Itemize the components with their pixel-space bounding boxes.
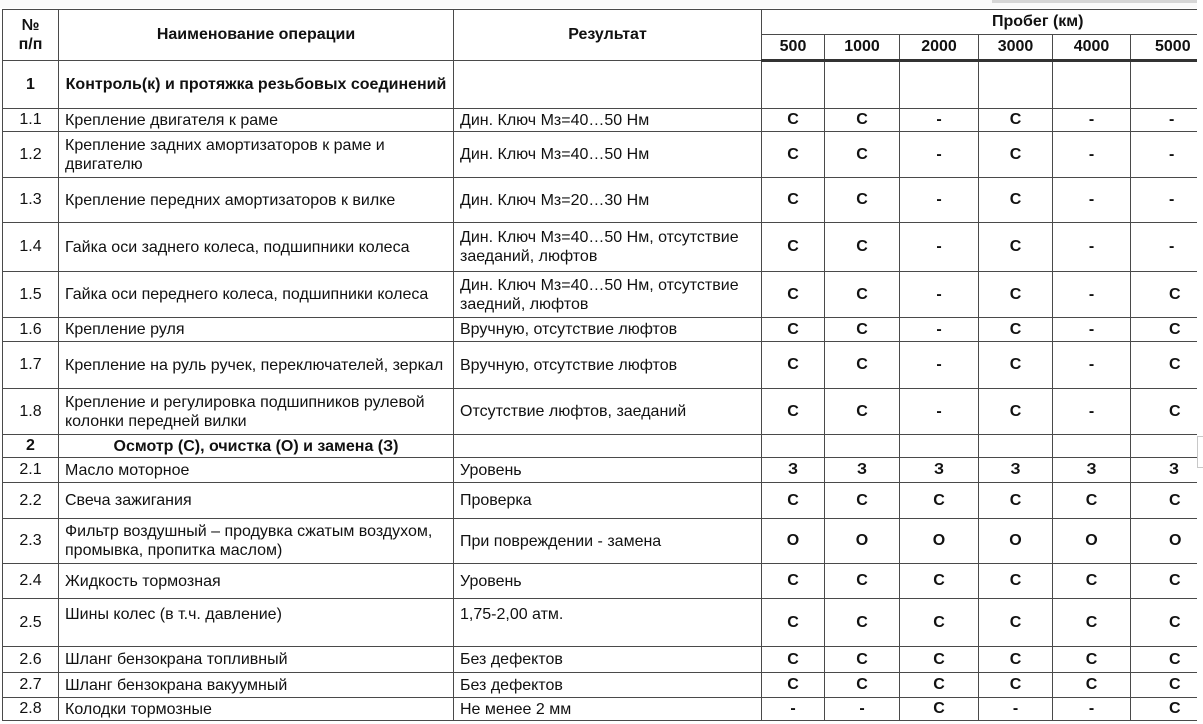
mark-cell: С bbox=[825, 599, 900, 647]
result-text: Дин. Ключ Мз=40…50 Нм, отсутствие заеданий, люфтов bbox=[454, 223, 762, 272]
mark-cell: С bbox=[900, 673, 979, 698]
operation-name: Шланг бензокрана топливный bbox=[59, 647, 454, 673]
mark-cell bbox=[979, 435, 1053, 458]
mark-cell: - bbox=[1053, 389, 1131, 435]
mark-cell: С bbox=[762, 564, 825, 599]
section-row bbox=[3, 435, 1203, 458]
mark-cell bbox=[1053, 435, 1131, 458]
header-result: Результат bbox=[454, 10, 762, 61]
mark-cell: С bbox=[1053, 599, 1131, 647]
mark-cell: О bbox=[825, 519, 900, 564]
mark-cell: С bbox=[1131, 318, 1203, 342]
mark-cell: С bbox=[979, 178, 1053, 223]
mark-cell: С bbox=[979, 599, 1053, 647]
row-number: 2.4 bbox=[3, 564, 59, 599]
mark-cell: С bbox=[762, 272, 825, 318]
table-row bbox=[3, 318, 1203, 342]
mark-cell: З bbox=[825, 458, 900, 483]
result-text: Без дефектов bbox=[454, 673, 762, 698]
mark-cell: С bbox=[979, 389, 1053, 435]
mark-cell: С bbox=[1053, 564, 1131, 599]
top-band bbox=[0, 0, 1203, 8]
mark-cell: - bbox=[900, 272, 979, 318]
mark-cell: С bbox=[762, 132, 825, 178]
table-row bbox=[3, 178, 1203, 223]
result-text: Вручную, отсутствие люфтов bbox=[454, 318, 762, 342]
right-clip bbox=[1197, 0, 1203, 724]
top-gray-bar bbox=[992, 0, 1203, 3]
mark-cell: С bbox=[1131, 389, 1203, 435]
mark-cell: С bbox=[825, 342, 900, 389]
operation-name: Крепление задних амортизаторов к раме и двигателю bbox=[59, 132, 454, 178]
mark-cell bbox=[762, 61, 825, 109]
operation-name: Шины колес (в т.ч. давление) bbox=[59, 599, 454, 647]
mark-cell bbox=[1131, 61, 1203, 109]
result-text: Дин. Ключ Мз=40…50 Нм bbox=[454, 132, 762, 178]
table-row bbox=[3, 483, 1203, 519]
mark-cell: С bbox=[979, 483, 1053, 519]
row-number: 1.4 bbox=[3, 223, 59, 272]
mark-cell: С bbox=[1131, 673, 1203, 698]
mark-cell: С bbox=[900, 599, 979, 647]
table-row bbox=[3, 647, 1203, 673]
result-text: При повреждении - замена bbox=[454, 519, 762, 564]
mark-cell: - bbox=[900, 342, 979, 389]
mark-cell: С bbox=[979, 342, 1053, 389]
mark-cell: З bbox=[979, 458, 1053, 483]
row-number: 2.7 bbox=[3, 673, 59, 698]
mark-cell: - bbox=[1053, 318, 1131, 342]
row-number: 1.1 bbox=[3, 109, 59, 132]
operation-name: Крепление руля bbox=[59, 318, 454, 342]
row-number: 1.5 bbox=[3, 272, 59, 318]
table-row bbox=[3, 519, 1203, 564]
mark-cell: С bbox=[1131, 564, 1203, 599]
mark-cell bbox=[979, 61, 1053, 109]
mark-cell: З bbox=[1053, 458, 1131, 483]
mark-cell: С bbox=[762, 599, 825, 647]
mark-cell bbox=[825, 435, 900, 458]
mark-cell: С bbox=[979, 564, 1053, 599]
mileage-col: 2000 bbox=[900, 35, 979, 61]
mileage-col: 500 bbox=[762, 35, 825, 61]
row-number: 2.8 bbox=[3, 698, 59, 721]
operation-name: Свеча зажигания bbox=[59, 483, 454, 519]
result-text: Уровень bbox=[454, 564, 762, 599]
section-title: Осмотр (С), очистка (О) и замена (З) bbox=[59, 435, 454, 458]
mark-cell: С bbox=[762, 223, 825, 272]
mark-cell: С bbox=[979, 318, 1053, 342]
mark-cell: С bbox=[825, 483, 900, 519]
mark-cell: С bbox=[1131, 647, 1203, 673]
mark-cell: С bbox=[1053, 483, 1131, 519]
header-num-line1: № bbox=[21, 17, 40, 34]
mark-cell: О bbox=[900, 519, 979, 564]
section-title: Контроль(к) и протяжка резьбовых соединений bbox=[59, 61, 454, 109]
mark-cell: С bbox=[825, 673, 900, 698]
mark-cell: - bbox=[979, 698, 1053, 721]
table-row bbox=[3, 698, 1203, 721]
result-text bbox=[454, 61, 762, 109]
header-mileage bbox=[762, 10, 1203, 35]
maintenance-table bbox=[2, 9, 1203, 721]
mark-cell: С bbox=[825, 178, 900, 223]
mark-cell: - bbox=[762, 698, 825, 721]
operation-name: Колодки тормозные bbox=[59, 698, 454, 721]
table-row bbox=[3, 223, 1203, 272]
mark-cell: - bbox=[1053, 342, 1131, 389]
header-num bbox=[3, 10, 59, 61]
table-row bbox=[3, 599, 1203, 647]
mark-cell: С bbox=[1131, 342, 1203, 389]
mark-cell: С bbox=[762, 389, 825, 435]
header-num-line2: п/п bbox=[18, 36, 43, 53]
operation-name: Фильтр воздушный – продувка сжатым воздухом, промывка, пропитка маслом) bbox=[59, 519, 454, 564]
row-number: 1.3 bbox=[3, 178, 59, 223]
mark-cell: С bbox=[979, 673, 1053, 698]
mark-cell: З bbox=[900, 458, 979, 483]
operation-name: Крепление двигателя к раме bbox=[59, 109, 454, 132]
mark-cell: С bbox=[825, 647, 900, 673]
mark-cell: С bbox=[1131, 599, 1203, 647]
mark-cell: - bbox=[1131, 132, 1203, 178]
row-number: 2.6 bbox=[3, 647, 59, 673]
mark-cell: С bbox=[762, 483, 825, 519]
mark-cell: - bbox=[900, 318, 979, 342]
mark-cell: - bbox=[1053, 698, 1131, 721]
mileage-col: 1000 bbox=[825, 35, 900, 61]
mark-cell: С bbox=[762, 342, 825, 389]
table-row bbox=[3, 458, 1203, 483]
mark-cell: О bbox=[762, 519, 825, 564]
mark-cell bbox=[900, 435, 979, 458]
table-row bbox=[3, 272, 1203, 318]
mark-cell: - bbox=[1131, 178, 1203, 223]
row-number: 1 bbox=[3, 61, 59, 109]
row-number: 2.2 bbox=[3, 483, 59, 519]
table-row bbox=[3, 389, 1203, 435]
mark-cell: О bbox=[1131, 519, 1203, 564]
result-text: Отсутствие люфтов, заеданий bbox=[454, 389, 762, 435]
mark-cell: С bbox=[825, 389, 900, 435]
mileage-col: 5000 bbox=[1131, 35, 1203, 61]
result-text: Без дефектов bbox=[454, 647, 762, 673]
result-text: Уровень bbox=[454, 458, 762, 483]
result-text: 1,75-2,00 атм. bbox=[454, 599, 762, 647]
mark-cell bbox=[762, 435, 825, 458]
result-text: Проверка bbox=[454, 483, 762, 519]
mark-cell: О bbox=[979, 519, 1053, 564]
mark-cell: З bbox=[762, 458, 825, 483]
mark-cell: С bbox=[979, 132, 1053, 178]
mileage-col: 4000 bbox=[1053, 35, 1131, 61]
operation-name: Жидкость тормозная bbox=[59, 564, 454, 599]
mark-cell: С bbox=[762, 673, 825, 698]
mark-cell: - bbox=[1053, 272, 1131, 318]
mark-cell: - bbox=[825, 698, 900, 721]
mileage-col: 3000 bbox=[979, 35, 1053, 61]
mark-cell: С bbox=[825, 132, 900, 178]
mark-cell: С bbox=[825, 564, 900, 599]
table-row bbox=[3, 109, 1203, 132]
scrollbar-handle[interactable] bbox=[1197, 436, 1203, 468]
operation-name: Крепление на руль ручек, переключателей, зеркал bbox=[59, 342, 454, 389]
mark-cell: С bbox=[825, 109, 900, 132]
mark-cell: - bbox=[1131, 109, 1203, 132]
row-number: 1.2 bbox=[3, 132, 59, 178]
mark-cell: С bbox=[762, 109, 825, 132]
mark-cell: С bbox=[825, 272, 900, 318]
mark-cell: С bbox=[900, 647, 979, 673]
mark-cell: С bbox=[979, 109, 1053, 132]
mark-cell: С bbox=[979, 272, 1053, 318]
mark-cell: С bbox=[762, 318, 825, 342]
mark-cell: С bbox=[762, 178, 825, 223]
mark-cell: С bbox=[979, 223, 1053, 272]
operation-name: Крепление передних амортизаторов к вилке bbox=[59, 178, 454, 223]
result-text: Вручную, отсутствие люфтов bbox=[454, 342, 762, 389]
mark-cell: - bbox=[1053, 109, 1131, 132]
mark-cell: - bbox=[900, 109, 979, 132]
mark-cell: - bbox=[900, 389, 979, 435]
mark-cell: - bbox=[900, 178, 979, 223]
mark-cell: - bbox=[900, 132, 979, 178]
mark-cell: - bbox=[900, 223, 979, 272]
result-text bbox=[454, 435, 762, 458]
result-text: Дин. Ключ Мз=40…50 Нм bbox=[454, 109, 762, 132]
table-row bbox=[3, 564, 1203, 599]
mark-cell: С bbox=[1131, 698, 1203, 721]
operation-name: Крепление и регулировка подшипников рулевой колонки передней вилки bbox=[59, 389, 454, 435]
mark-cell: С bbox=[1053, 673, 1131, 698]
mark-cell: С bbox=[825, 318, 900, 342]
result-text: Дин. Ключ Мз=20…30 Нм bbox=[454, 178, 762, 223]
result-text: Не менее 2 мм bbox=[454, 698, 762, 721]
result-text: Дин. Ключ Мз=40…50 Нм, отсутствие заедний, люфтов bbox=[454, 272, 762, 318]
mark-cell: С bbox=[900, 698, 979, 721]
table-row bbox=[3, 673, 1203, 698]
mark-cell: - bbox=[1131, 223, 1203, 272]
mark-cell: С bbox=[1131, 483, 1203, 519]
mark-cell bbox=[1053, 61, 1131, 109]
mark-cell: С bbox=[900, 483, 979, 519]
mark-cell bbox=[1131, 435, 1203, 458]
row-number: 1.6 bbox=[3, 318, 59, 342]
row-number: 2.1 bbox=[3, 458, 59, 483]
row-number: 1.8 bbox=[3, 389, 59, 435]
section-row bbox=[3, 61, 1203, 109]
mark-cell bbox=[825, 61, 900, 109]
mark-cell: С bbox=[1131, 272, 1203, 318]
operation-name: Гайка оси заднего колеса, подшипники колеса bbox=[59, 223, 454, 272]
operation-name: Масло моторное bbox=[59, 458, 454, 483]
mark-cell: З bbox=[1131, 458, 1203, 483]
table-row bbox=[3, 342, 1203, 389]
row-number: 2.3 bbox=[3, 519, 59, 564]
mark-cell: С bbox=[825, 223, 900, 272]
mark-cell: - bbox=[1053, 223, 1131, 272]
mark-cell: С bbox=[979, 647, 1053, 673]
mark-cell: - bbox=[1053, 132, 1131, 178]
mark-cell bbox=[900, 61, 979, 109]
row-number: 2 bbox=[3, 435, 59, 458]
table-row bbox=[3, 132, 1203, 178]
mark-cell: С bbox=[1053, 647, 1131, 673]
operation-name: Шланг бензокрана вакуумный bbox=[59, 673, 454, 698]
header-name: Наименование операции bbox=[59, 10, 454, 61]
mark-cell: С bbox=[762, 647, 825, 673]
row-number: 1.7 bbox=[3, 342, 59, 389]
mark-cell: О bbox=[1053, 519, 1131, 564]
operation-name: Гайка оси переднего колеса, подшипники колеса bbox=[59, 272, 454, 318]
header-mileage-label: Пробег (км) bbox=[992, 13, 1084, 30]
mark-cell: С bbox=[900, 564, 979, 599]
row-number: 2.5 bbox=[3, 599, 59, 647]
mark-cell: - bbox=[1053, 178, 1131, 223]
